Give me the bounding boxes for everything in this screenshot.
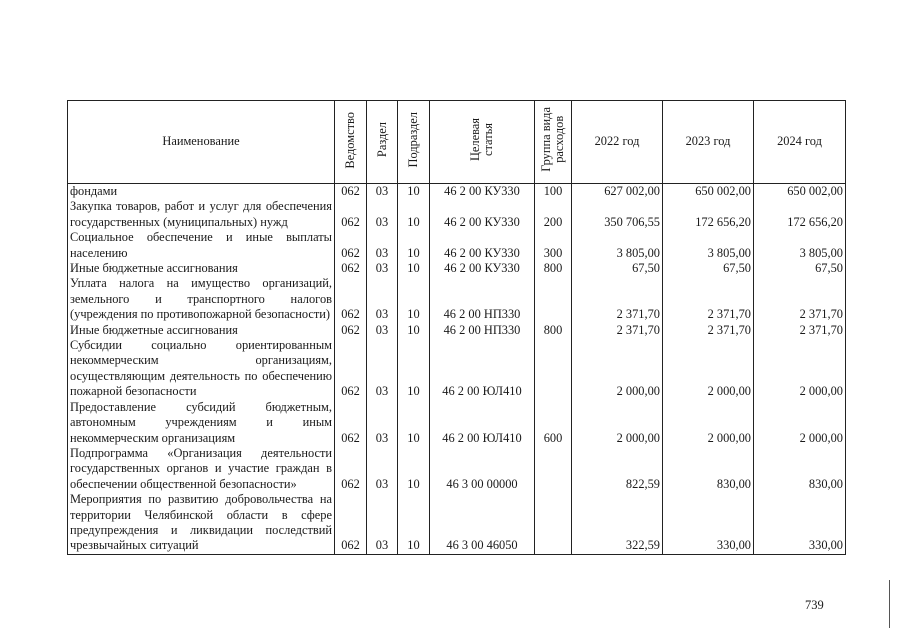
cell-vedomstvo: 062: [335, 446, 367, 492]
table-row: [68, 323, 846, 338]
table-row: [68, 276, 846, 322]
cell-celevaya-statya: 46 2 00 НП330: [430, 323, 535, 338]
cell-2022: 322,59: [572, 492, 663, 554]
header-name: Наименование: [68, 101, 335, 184]
cell-2024: 830,00: [754, 446, 846, 492]
cell-razdel: 03: [367, 261, 398, 276]
cell-2023: 172 656,20: [663, 199, 754, 230]
table-row: [68, 184, 846, 200]
cell-gruppa-vida: 200: [535, 199, 572, 230]
cell-podrazdel: 10: [398, 492, 430, 554]
cell-razdel: 03: [367, 323, 398, 338]
cell-celevaya-statya: 46 2 00 НП330: [430, 276, 535, 322]
cell-podrazdel: 10: [398, 276, 430, 322]
cell-podrazdel: 10: [398, 446, 430, 492]
cell-2023: 2 371,70: [663, 276, 754, 322]
header-year-2023: 2023 год: [663, 101, 754, 184]
budget-table: [67, 100, 846, 555]
header-gruppa-vida-rashodov: Группа вида расходов: [535, 101, 572, 184]
table-row: [68, 261, 846, 276]
cell-2023: 830,00: [663, 446, 754, 492]
cell-celevaya-statya: 46 2 00 ЮЛ410: [430, 400, 535, 446]
cell-razdel: 03: [367, 276, 398, 322]
cell-vedomstvo: 062: [335, 230, 367, 261]
cell-vedomstvo: 062: [335, 492, 367, 554]
cell-vedomstvo: 062: [335, 184, 367, 200]
cell-2024: 330,00: [754, 492, 846, 554]
table-row: [68, 230, 846, 261]
cell-celevaya-statya: 46 2 00 КУ330: [430, 230, 535, 261]
cell-podrazdel: 10: [398, 261, 430, 276]
cell-gruppa-vida: [535, 276, 572, 322]
cell-gruppa-vida: 100: [535, 184, 572, 200]
cell-2022: 67,50: [572, 261, 663, 276]
table-header-row: [68, 101, 846, 184]
cell-name: Мероприятия по развитию добровольчества на территории Челябинской области в сфере предупреждения и ликвидации последствий чрезвычайных ситуаций: [68, 492, 335, 554]
cell-podrazdel: 10: [398, 323, 430, 338]
cell-podrazdel: 10: [398, 400, 430, 446]
header-year-2022: 2022 год: [572, 101, 663, 184]
cell-gruppa-vida: [535, 338, 572, 400]
cell-celevaya-statya: 46 3 00 00000: [430, 446, 535, 492]
cell-2023: 2 000,00: [663, 400, 754, 446]
cell-2024: 650 002,00: [754, 184, 846, 200]
cell-name: Иные бюджетные ассигнования: [68, 323, 335, 338]
cell-2024: 2 000,00: [754, 400, 846, 446]
cell-name: Иные бюджетные ассигнования: [68, 261, 335, 276]
header-podrazdel: Подраздел: [398, 101, 430, 184]
cell-gruppa-vida: [535, 492, 572, 554]
cell-2023: 330,00: [663, 492, 754, 554]
cell-2022: 2 371,70: [572, 276, 663, 322]
cell-vedomstvo: 062: [335, 199, 367, 230]
cell-2024: 67,50: [754, 261, 846, 276]
cell-2022: 822,59: [572, 446, 663, 492]
cell-2024: 2 371,70: [754, 276, 846, 322]
cell-2022: 2 371,70: [572, 323, 663, 338]
cell-2022: 2 000,00: [572, 400, 663, 446]
cell-gruppa-vida: 300: [535, 230, 572, 261]
cell-celevaya-statya: 46 3 00 46050: [430, 492, 535, 554]
cell-razdel: 03: [367, 446, 398, 492]
cell-name: фондами: [68, 184, 335, 200]
cell-vedomstvo: 062: [335, 338, 367, 400]
table-row: [68, 199, 846, 230]
cell-gruppa-vida: 600: [535, 400, 572, 446]
cell-2024: 2 371,70: [754, 323, 846, 338]
cell-name: Уплата налога на имущество организаций, земельного и транспортного налогов (учреждения по противопожарной безопасности): [68, 276, 335, 322]
page-number: 739: [805, 598, 824, 612]
table-row: [68, 446, 846, 492]
cell-2023: 2 371,70: [663, 323, 754, 338]
cell-gruppa-vida: 800: [535, 261, 572, 276]
cell-celevaya-statya: 46 2 00 ЮЛ410: [430, 338, 535, 400]
cell-podrazdel: 10: [398, 199, 430, 230]
cell-2024: 172 656,20: [754, 199, 846, 230]
header-razdel: Раздел: [367, 101, 398, 184]
cell-razdel: 03: [367, 400, 398, 446]
cell-razdel: 03: [367, 199, 398, 230]
cell-2023: 650 002,00: [663, 184, 754, 200]
cell-gruppa-vida: [535, 446, 572, 492]
header-year-2024: 2024 год: [754, 101, 846, 184]
header-vedomstvo: Ведомство: [335, 101, 367, 184]
cell-2022: 2 000,00: [572, 338, 663, 400]
cell-2024: 3 805,00: [754, 230, 846, 261]
cell-name: Закупка товаров, работ и услуг для обеспечения государственных (муниципальных) нужд: [68, 199, 335, 230]
cell-2022: 3 805,00: [572, 230, 663, 261]
cell-2022: 627 002,00: [572, 184, 663, 200]
cell-celevaya-statya: 46 2 00 КУ330: [430, 184, 535, 200]
cell-vedomstvo: 062: [335, 261, 367, 276]
cell-gruppa-vida: 800: [535, 323, 572, 338]
header-celevaya-statya: Целевая статья: [430, 101, 535, 184]
cell-name: Предоставление субсидий бюджетным, автономным учреждениям и иным некоммерческим организациям: [68, 400, 335, 446]
table-row: [68, 400, 846, 446]
cell-name: Подпрограмма «Организация деятельности государственных органов и участие граждан в обеспечении общественной безопасности»: [68, 446, 335, 492]
cell-podrazdel: 10: [398, 338, 430, 400]
cell-name: Социальное обеспечение и иные выплаты населению: [68, 230, 335, 261]
cell-celevaya-statya: 46 2 00 КУ330: [430, 199, 535, 230]
cell-name: Субсидии социально ориентированным некоммерческим организациям, осуществляющим деятельность по обеспечению пожарной безопасности: [68, 338, 335, 400]
scan-edge-mark: [889, 580, 890, 628]
cell-podrazdel: 10: [398, 230, 430, 261]
cell-razdel: 03: [367, 184, 398, 200]
cell-razdel: 03: [367, 492, 398, 554]
cell-podrazdel: 10: [398, 184, 430, 200]
cell-razdel: 03: [367, 230, 398, 261]
cell-2023: 2 000,00: [663, 338, 754, 400]
cell-vedomstvo: 062: [335, 323, 367, 338]
table-row: [68, 492, 846, 554]
cell-razdel: 03: [367, 338, 398, 400]
cell-2024: 2 000,00: [754, 338, 846, 400]
cell-2023: 3 805,00: [663, 230, 754, 261]
cell-celevaya-statya: 46 2 00 КУ330: [430, 261, 535, 276]
cell-2022: 350 706,55: [572, 199, 663, 230]
table-row: [68, 338, 846, 400]
cell-2023: 67,50: [663, 261, 754, 276]
cell-vedomstvo: 062: [335, 400, 367, 446]
cell-vedomstvo: 062: [335, 276, 367, 322]
